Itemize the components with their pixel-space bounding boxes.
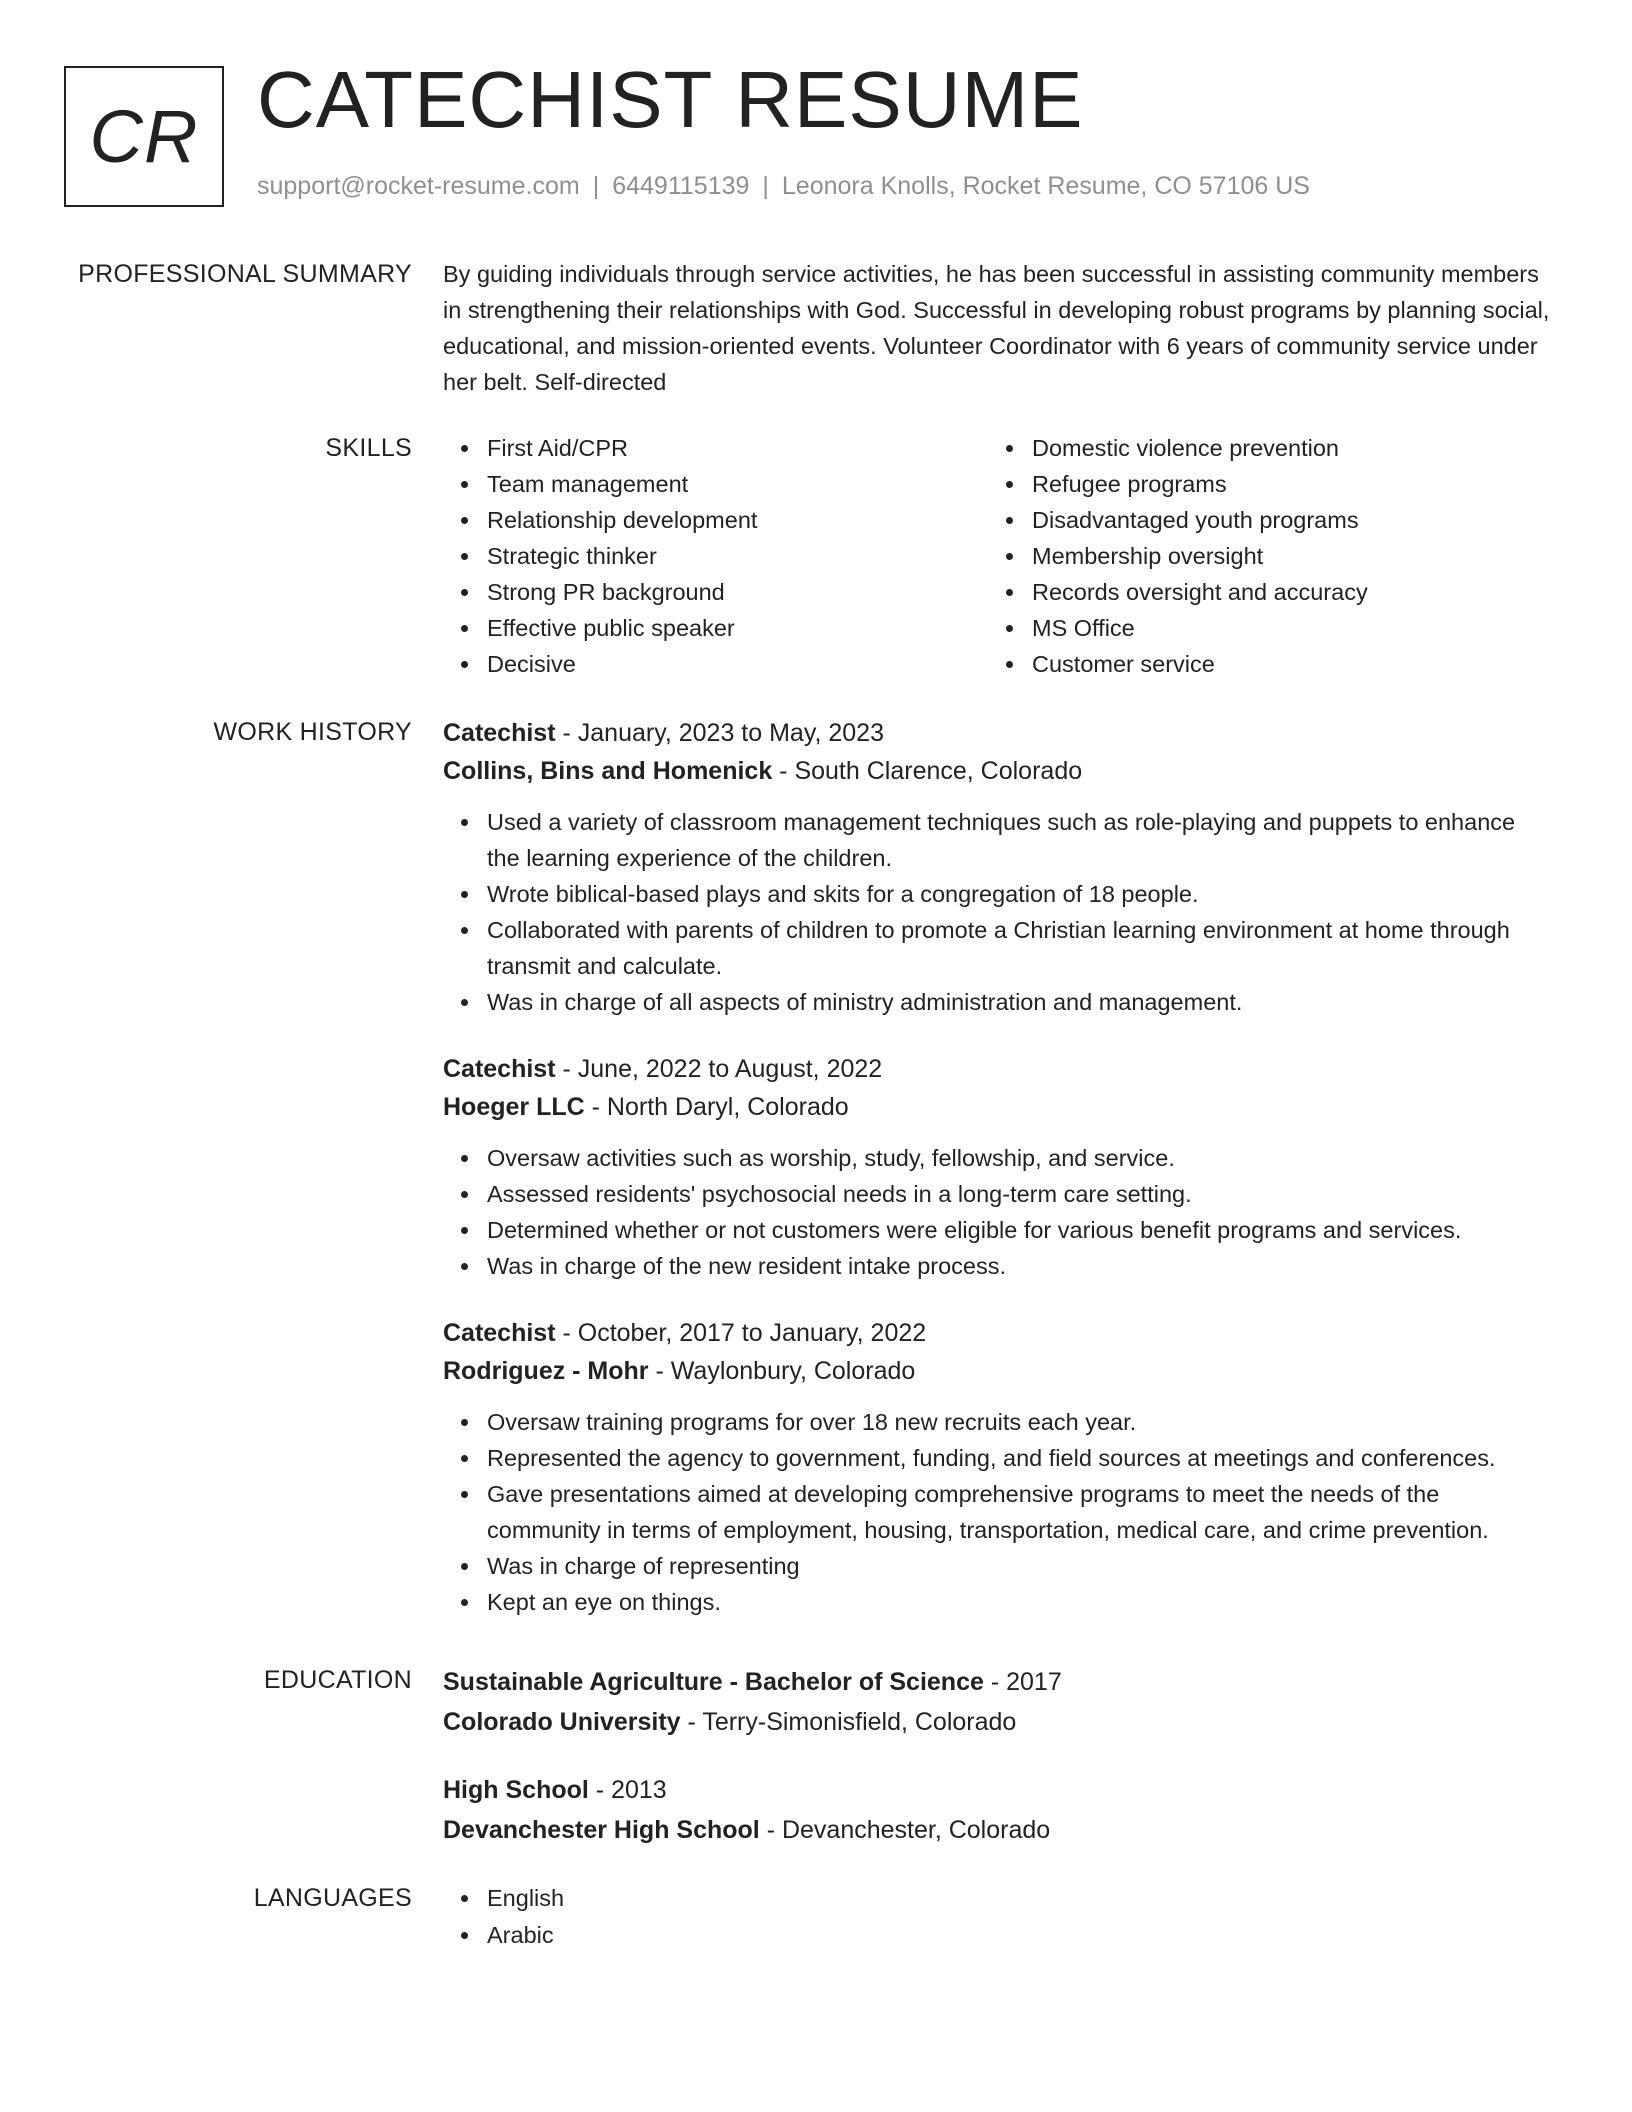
contact-email: support@rocket-resume.com <box>257 172 580 200</box>
job-title: Catechist <box>443 719 556 747</box>
job-bullets <box>443 1140 1553 1284</box>
job-title-line <box>443 1050 1553 1088</box>
job-company-line <box>443 752 1553 790</box>
job-dates: - January, 2023 to May, 2023 <box>555 719 884 747</box>
skills-heading: SKILLS <box>325 434 412 462</box>
skill-item: Decisive <box>443 646 988 682</box>
education-school: Devanchester High School <box>443 1816 760 1844</box>
job-company: Rodriguez - Mohr <box>443 1357 649 1385</box>
summary-text: By guiding individuals through service activities, he has been successful in assisting community members in strengthening their relationships with God. Successful in developing robust programs by planning social, educational, and mission-oriented events. Volunteer Coordinator with 6 years of community service under her belt. Self-directed <box>443 261 1550 395</box>
job-entry <box>443 714 1553 1020</box>
job-title-line <box>443 1314 1553 1352</box>
skill-item: Refugee programs <box>988 466 1533 502</box>
job-bullet: Represented the agency to government, funding, and field sources at meetings and conferences. <box>443 1440 1553 1476</box>
education-degree: Sustainable Agriculture - Bachelor of Science <box>443 1668 984 1696</box>
job-location: - South Clarence, Colorado <box>772 757 1083 785</box>
job-dates: - June, 2022 to August, 2022 <box>555 1055 883 1083</box>
skill-item: Records oversight and accuracy <box>988 574 1533 610</box>
monogram-box <box>64 66 224 207</box>
job-company: Collins, Bins and Homenick <box>443 757 773 785</box>
job-dates: - October, 2017 to January, 2022 <box>555 1319 927 1347</box>
job-bullet: Oversaw training programs for over 18 new recruits each year. <box>443 1404 1553 1440</box>
job-bullets <box>443 804 1553 1020</box>
summary-heading: PROFESSIONAL SUMMARY <box>78 260 412 288</box>
job-bullet: Assessed residents' psychosocial needs in a long-term care setting. <box>443 1176 1553 1212</box>
education-entry <box>443 1770 1553 1850</box>
work-history-heading: WORK HISTORY <box>213 718 412 746</box>
skill-item: Strong PR background <box>443 574 988 610</box>
education-location: - Devanchester, Colorado <box>759 1816 1051 1844</box>
education-degree: High School <box>443 1776 589 1804</box>
job-bullet: Was in charge of all aspects of ministry administration and management. <box>443 984 1553 1020</box>
job-company-line <box>443 1352 1553 1390</box>
skill-item: Strategic thinker <box>443 538 988 574</box>
skill-item: Domestic violence prevention <box>988 430 1533 466</box>
contact-separator: | <box>762 172 769 200</box>
job-bullet: Gave presentations aimed at developing comprehensive programs to meet the needs of the community in terms of employment, housing, transportation, medical care, and crime prevention. <box>443 1476 1553 1548</box>
skill-item: MS Office <box>988 610 1533 646</box>
contact-separator: | <box>592 172 600 200</box>
contact-line <box>257 172 1310 201</box>
job-entry <box>443 1050 1553 1284</box>
skill-item: Team management <box>443 466 988 502</box>
education-school-line <box>443 1702 1553 1742</box>
language-item: English <box>443 1880 1553 1917</box>
skill-item: First Aid/CPR <box>443 430 988 466</box>
job-entry <box>443 1314 1553 1620</box>
job-location: - North Daryl, Colorado <box>584 1093 849 1121</box>
education-year: - 2017 <box>983 1668 1062 1696</box>
job-bullet: Collaborated with parents of children to promote a Christian learning environment at home through transmit and calculate. <box>443 912 1553 984</box>
job-bullet: Wrote biblical-based plays and skits for a congregation of 18 people. <box>443 876 1553 912</box>
job-title-line <box>443 714 1553 752</box>
contact-phone: 6449115139 <box>612 172 750 200</box>
skills-column-right <box>988 430 1533 682</box>
skills-grid <box>443 430 1553 682</box>
education-degree-line <box>443 1770 1553 1810</box>
job-bullet: Was in charge of representing <box>443 1548 1553 1584</box>
job-bullet: Was in charge of the new resident intake process. <box>443 1248 1553 1284</box>
job-company: Hoeger LLC <box>443 1093 585 1121</box>
skill-item: Customer service <box>988 646 1533 682</box>
language-item: Arabic <box>443 1917 1553 1954</box>
skill-item: Relationship development <box>443 502 988 538</box>
education-year: - 2013 <box>588 1776 667 1804</box>
education-entry <box>443 1662 1553 1742</box>
job-bullets <box>443 1404 1553 1620</box>
skills-column-left <box>443 430 988 682</box>
job-location: - Waylonbury, Colorado <box>648 1357 916 1385</box>
job-title: Catechist <box>443 1055 556 1083</box>
education-school-line <box>443 1810 1553 1850</box>
job-bullet: Used a variety of classroom management techniques such as role-playing and puppets to enhance the learning experience of the children. <box>443 804 1553 876</box>
job-company-line <box>443 1088 1553 1126</box>
job-bullet: Oversaw activities such as worship, study, fellowship, and service. <box>443 1140 1553 1176</box>
skill-item: Effective public speaker <box>443 610 988 646</box>
monogram-initials: CR <box>89 95 199 178</box>
skill-item: Disadvantaged youth programs <box>988 502 1533 538</box>
education-degree-line <box>443 1662 1553 1702</box>
education-location: - Terry-Simonisfield, Colorado <box>680 1708 1017 1736</box>
skill-item: Membership oversight <box>988 538 1533 574</box>
job-bullet: Kept an eye on things. <box>443 1584 1553 1620</box>
languages-heading: LANGUAGES <box>253 1884 412 1912</box>
job-title: Catechist <box>443 1319 556 1347</box>
contact-address: Leonora Knolls, Rocket Resume, CO 57106 US <box>781 172 1310 200</box>
education-school: Colorado University <box>443 1708 681 1736</box>
resume-title: CATECHIST RESUME <box>257 55 1084 144</box>
job-bullet: Determined whether or not customers were eligible for various benefit programs and services. <box>443 1212 1553 1248</box>
education-heading: EDUCATION <box>263 1666 412 1694</box>
